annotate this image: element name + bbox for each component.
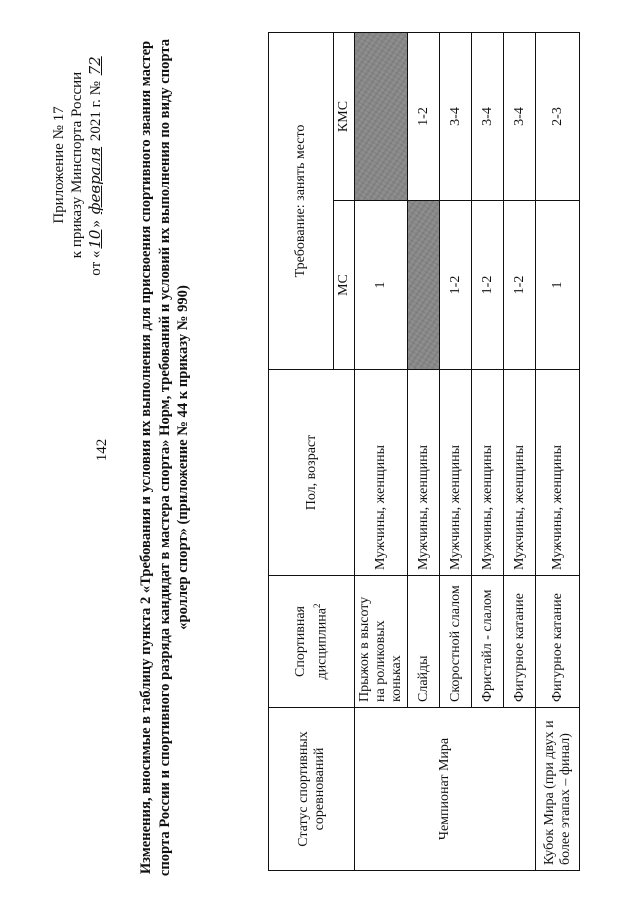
ms-cell: 1-2 <box>504 201 536 370</box>
header-status: Статус спортивных соревнований <box>269 708 355 871</box>
gender-cell: Мужчины, женщины <box>472 370 504 576</box>
page-number: 142 <box>94 438 110 462</box>
header-kms: КМС <box>334 33 355 201</box>
discipline-cell: Прыжок в высоту на роликовых коньках <box>355 576 408 708</box>
appendix-block <box>50 35 105 295</box>
discipline-cell: Фигурное катание <box>504 576 536 708</box>
table-row <box>536 33 580 871</box>
ms-cell: 1-2 <box>472 201 504 370</box>
appendix-line2: к приказу Минспорта России <box>69 71 85 259</box>
ms-cell: 1-2 <box>440 201 472 370</box>
kms-cell: 1-2 <box>408 33 440 201</box>
header-ms: МС <box>334 201 355 370</box>
discipline-cell: Слайды <box>408 576 440 708</box>
gender-cell: Мужчины, женщины <box>355 370 408 576</box>
kms-cell: 3-4 <box>504 33 536 201</box>
header-row <box>269 33 334 871</box>
ms-cell: 1 <box>355 201 408 370</box>
header-gender: Пол, возраст <box>269 370 355 576</box>
gender-cell: Мужчины, женщины <box>408 370 440 576</box>
discipline-cell: Фигурное катание <box>536 576 580 708</box>
header-discipline <box>269 576 355 708</box>
table-row <box>355 33 408 871</box>
status-cell-world-championship: Чемпионат Мира <box>355 708 536 871</box>
kms-cell: 2-3 <box>536 33 580 201</box>
handwritten-month: февраля <box>86 146 104 215</box>
norms-table <box>268 32 580 871</box>
footnote-mark: 2 <box>311 603 322 608</box>
appendix-date-mid: » <box>88 220 104 228</box>
handwritten-number: 72 <box>86 56 104 76</box>
discipline-cell: Фристайл - слалом <box>472 576 504 708</box>
handwritten-day: 10 <box>86 229 104 249</box>
status-cell-world-cup: Кубок Мира (при двух и более этапах – финал) <box>536 708 580 871</box>
ms-cell: 1 <box>536 201 580 370</box>
discipline-cell: Скоростной слалом <box>440 576 472 708</box>
header-discipline-label: Спортивная дисциплина <box>292 606 330 680</box>
gender-cell: Мужчины, женщины <box>504 370 536 576</box>
appendix-date-prefix: от « <box>88 250 104 276</box>
appendix-line3 <box>86 35 105 295</box>
gender-cell: Мужчины, женщины <box>440 370 472 576</box>
ms-cell-shaded <box>408 201 440 370</box>
kms-cell: 3-4 <box>440 33 472 201</box>
appendix-year: 2021 г. № <box>88 81 104 142</box>
appendix-line1: Приложение № 17 <box>51 106 67 224</box>
header-requirement: Требование: занять место <box>269 33 334 370</box>
kms-cell: 3-4 <box>472 33 504 201</box>
kms-cell-shaded <box>355 33 408 201</box>
gender-cell: Мужчины, женщины <box>536 370 580 576</box>
document-heading: Изменения, вносимые в таблицу пункта 2 «Требования и условия их выполнения для присвоения спортивного звания мастер спорта России и спортивного разряда кандидат в мастера спорта» Норм, требований и условий их выполнения по виду спорта «роллер спорт» (приложение № 44 к приказу № 990) <box>138 38 191 877</box>
